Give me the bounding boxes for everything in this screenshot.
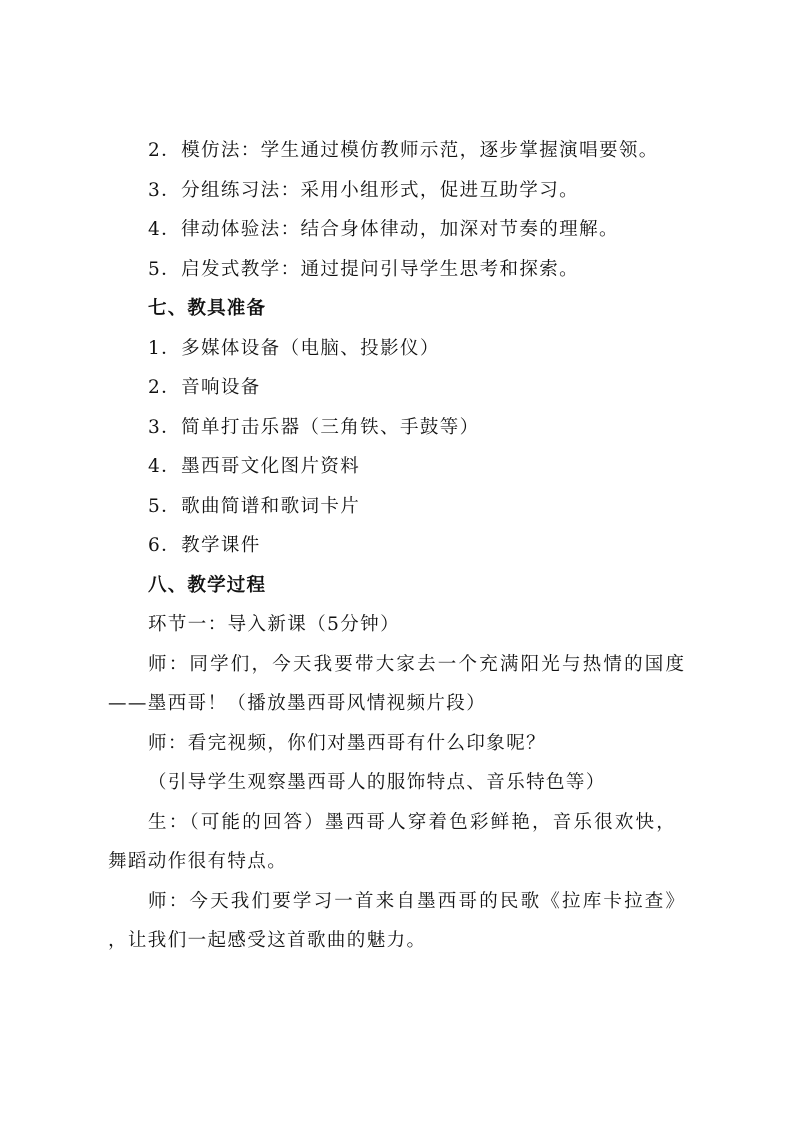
section-heading-teaching-process: 八、教学过程 — [148, 575, 267, 596]
method-item-2: 2．模仿法：学生通过模仿教师示范，逐步掌握演唱要领。 — [148, 140, 659, 161]
paragraph-line: （引导学生观察墨西哥人的服饰特点、音乐特色等） — [148, 772, 606, 793]
method-item-3: 3．分组练习法：采用小组形式，促进互助学习。 — [148, 180, 580, 201]
aid-item-1: 1．多媒体设备（电脑、投影仪） — [148, 338, 440, 359]
paragraph-line: 师：同学们，今天我要带大家去一个充满阳光与热情的国度 — [148, 654, 687, 675]
paragraph-line: 师：看完视频，你们对墨西哥有什么印象呢？ — [148, 733, 547, 754]
method-item-4: 4．律动体验法：结合身体律动，加深对节奏的理解。 — [148, 219, 619, 240]
section-heading-teaching-aids: 七、教具准备 — [148, 298, 267, 319]
paragraph-line: 师：今天我们要学习一首来自墨西哥的民歌《拉库卡拉查》 — [148, 891, 687, 912]
paragraph-line: ——墨西哥！（播放墨西哥风情视频片段） — [108, 693, 487, 714]
aid-item-6: 6．教学课件 — [148, 535, 261, 556]
aid-item-3: 3．简单打击乐器（三角铁、手鼓等） — [148, 417, 480, 438]
aid-item-4: 4．墨西哥文化图片资料 — [148, 456, 361, 477]
paragraph-line: 生：（可能的回答）墨西哥人穿着色彩鲜艳，音乐很欢快， — [148, 812, 677, 833]
step-title-intro: 环节一：导入新课（5分钟） — [148, 614, 400, 635]
aid-item-5: 5．歌曲简谱和歌词卡片 — [148, 496, 361, 517]
aid-item-2: 2．音响设备 — [148, 377, 261, 398]
paragraph-line: ，让我们一起感受这首歌曲的魅力。 — [108, 930, 427, 951]
paragraph-line: 舞蹈动作很有特点。 — [108, 851, 288, 872]
method-item-5: 5．启发式教学：通过提问引导学生思考和探索。 — [148, 259, 580, 280]
